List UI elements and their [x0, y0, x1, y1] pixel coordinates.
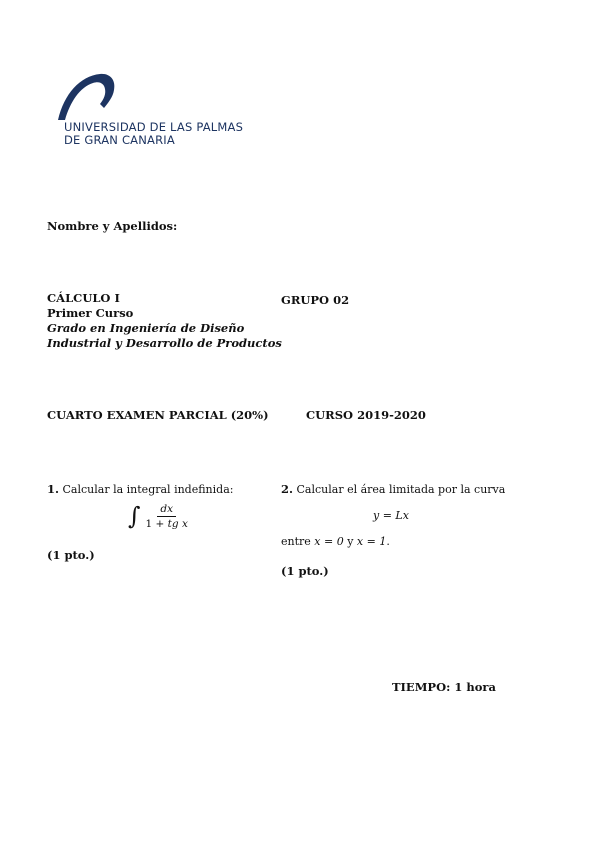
problem-2-equation: y = Lx	[373, 509, 409, 522]
problem-2-text: Calcular el área limitada por la curva	[296, 483, 506, 496]
problem-1-text: Calcular la integral indefinida:	[62, 483, 234, 496]
fraction-numerator: dx	[157, 503, 176, 517]
bounds-prefix: entre	[281, 535, 315, 548]
academic-year: CURSO 2019-2020	[306, 408, 426, 422]
course-year: Primer Curso	[47, 306, 134, 320]
denominator-italic: tg x	[167, 517, 188, 530]
problem-1-number: 1.	[47, 482, 60, 496]
problem-1-integral	[128, 501, 191, 531]
logo-line-2: DE GRAN CANARIA	[64, 133, 175, 147]
fraction-denominator	[143, 517, 191, 530]
degree-line-2: Industrial y Desarrollo de Productos	[47, 336, 282, 350]
bounds-x2: x = 1	[356, 535, 387, 548]
logo-line-1: UNIVERSIDAD DE LAS PALMAS	[64, 120, 244, 134]
integral-sign: ∫	[128, 502, 141, 530]
logo-arc-icon	[56, 70, 118, 122]
problem-2-bounds	[281, 535, 390, 548]
integral-fraction	[143, 503, 191, 530]
bounds-suffix: .	[386, 535, 390, 548]
bounds-and: y	[343, 535, 357, 548]
problem-2-statement	[281, 482, 505, 496]
problem-2-points: (1 pto.)	[281, 564, 329, 578]
name-label: Nombre y Apellidos:	[47, 219, 178, 233]
subject-title: CÁLCULO I	[47, 291, 120, 305]
problem-2-number: 2.	[281, 482, 294, 496]
university-logo	[56, 70, 256, 150]
exam-time: TIEMPO: 1 hora	[392, 680, 496, 694]
group-label: GRUPO 02	[281, 293, 350, 307]
bounds-x1: x = 0	[314, 535, 344, 548]
problem-1-statement	[47, 482, 233, 496]
degree-line-1: Grado en Ingeniería de Diseño	[47, 321, 245, 335]
problem-1-points: (1 pto.)	[47, 548, 95, 562]
denominator-prefix: 1 +	[145, 517, 168, 530]
course-info	[47, 291, 282, 351]
exam-title: CUARTO EXAMEN PARCIAL (20%)	[47, 408, 269, 422]
